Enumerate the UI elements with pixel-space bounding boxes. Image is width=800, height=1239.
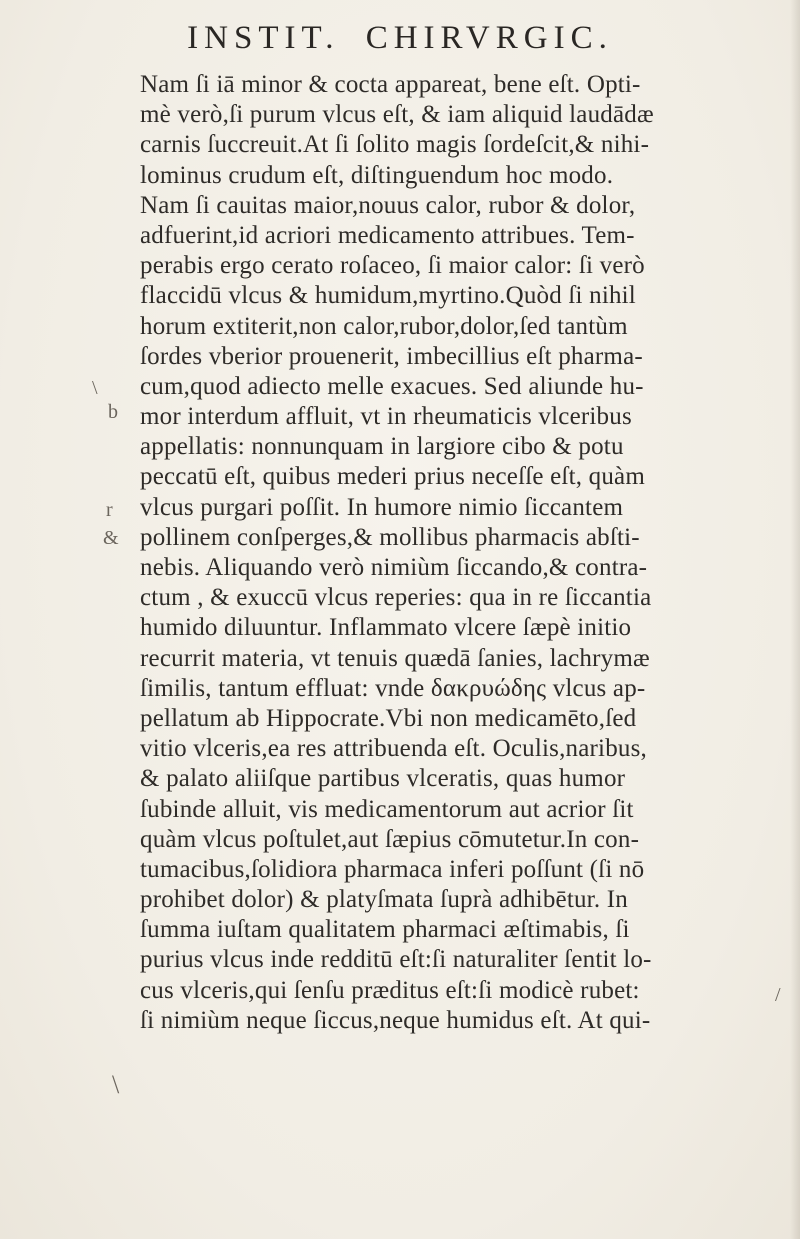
text-line: lominus crudum eſt, diſtinguendum hoc modo. (140, 161, 614, 189)
text-line: cus vlceris,qui ſenſu præditus eſt:ſi modicè rubet: (140, 976, 640, 1004)
margin-mark: \ (112, 1070, 120, 1099)
header-word-chirurgic: CHIRVRGIC. (365, 20, 613, 56)
text-line: Nam ſi cauitas maior,nouus calor, rubor & dolor, (140, 191, 636, 219)
margin-mark: r (106, 499, 113, 521)
margin-mark: \ (92, 377, 98, 399)
text-line: vlcus purgari poſſit. In humore nimio ſiccantem (140, 493, 624, 521)
text-line: nebis. Aliquando verò nimiùm ſiccando,& contra- (140, 554, 648, 581)
text-line: flaccidū vlcus & humidum,myrtino.Quòd ſi nihil (140, 282, 636, 310)
margin-mark: b (108, 401, 118, 423)
text-line: prohibet dolor) & platyſmata ſuprà adhibētur. In (140, 886, 628, 914)
text-line: appellatis: nonnunquam in largiore cibo & potu (140, 433, 624, 461)
text-line: purius vlcus inde redditū eſt:ſi naturaliter ſentit lo- (140, 946, 652, 974)
text-line: & palato aliiſque partibus vlceratis, quas humor (140, 765, 626, 793)
text-line: mor interdum affluit, vt in rheumaticis vlceribus (140, 403, 632, 431)
text-line: ſordes vberior prouenerit, imbecillius eſt pharma- (140, 342, 643, 370)
text-line: ſi nimiùm neque ſiccus,neque humidus eſt. At qui- (140, 1006, 651, 1034)
text-line: tumacibus,ſolidiora pharmaca inferi poſſunt (ſi nō (140, 855, 645, 883)
page-edge-shadow (790, 0, 800, 1239)
text-line: Nam ſi iā minor & cocta appareat, bene eſt. Opti- (140, 71, 641, 98)
text-line: horum extiterit,non calor,rubor,dolor,ſed tantùm (140, 312, 628, 340)
margin-mark: / (775, 984, 781, 1006)
text-line: humido diluuntur. Inflammato vlcere ſæpè initio (140, 614, 632, 642)
text-line: perabis ergo cerato roſaceo, ſi maior calor: ſi verò (140, 252, 645, 280)
text-line: ctum , & exuccū vlcus reperies: qua in re ſiccantia (140, 584, 652, 612)
text-line: pollinem conſperges,& mollibus pharmacis abſti- (140, 523, 640, 551)
text-line: quàm vlcus poſtulet,aut ſæpius cōmutetur.In con- (140, 825, 640, 853)
text-line: adfuerint,id acriori medicamento attribues. Tem- (140, 221, 635, 249)
text-line: peccatū eſt, quibus mederi prius neceſſe eſt, quàm (140, 463, 645, 491)
text-line: pellatum ab Hippocrate.Vbi non medicamēto,ſed (140, 704, 637, 732)
margin-mark: & (103, 527, 119, 549)
body-text (140, 70, 770, 1036)
running-header (0, 20, 800, 57)
text-line: recurrit materia, vt tenuis quædā ſanies, lachrymæ (140, 644, 650, 672)
text-line: mè verò,ſi purum vlcus eſt, & iam aliquid laudādæ (140, 101, 654, 129)
header-word-instit: INSTIT. (187, 20, 340, 56)
text-line: ſimilis, tantum effluat: vnde δακρυώδης vlcus ap- (140, 674, 646, 702)
text-line: carnis ſuccreuit.At ſi ſolito magis ſordeſcit,& nihi- (140, 131, 650, 159)
text-line: cum,quod adiecto melle exacues. Sed aliunde hu- (140, 372, 644, 400)
text-line: ſubinde alluit, vis medicamentorum aut acrior ſit (140, 795, 634, 823)
text-line: vitio vlceris,ea res attribuenda eſt. Oculis,naribus, (140, 735, 647, 763)
text-line: ſumma iuſtam qualitatem pharmaci æſtimabis, ſi (140, 916, 630, 944)
